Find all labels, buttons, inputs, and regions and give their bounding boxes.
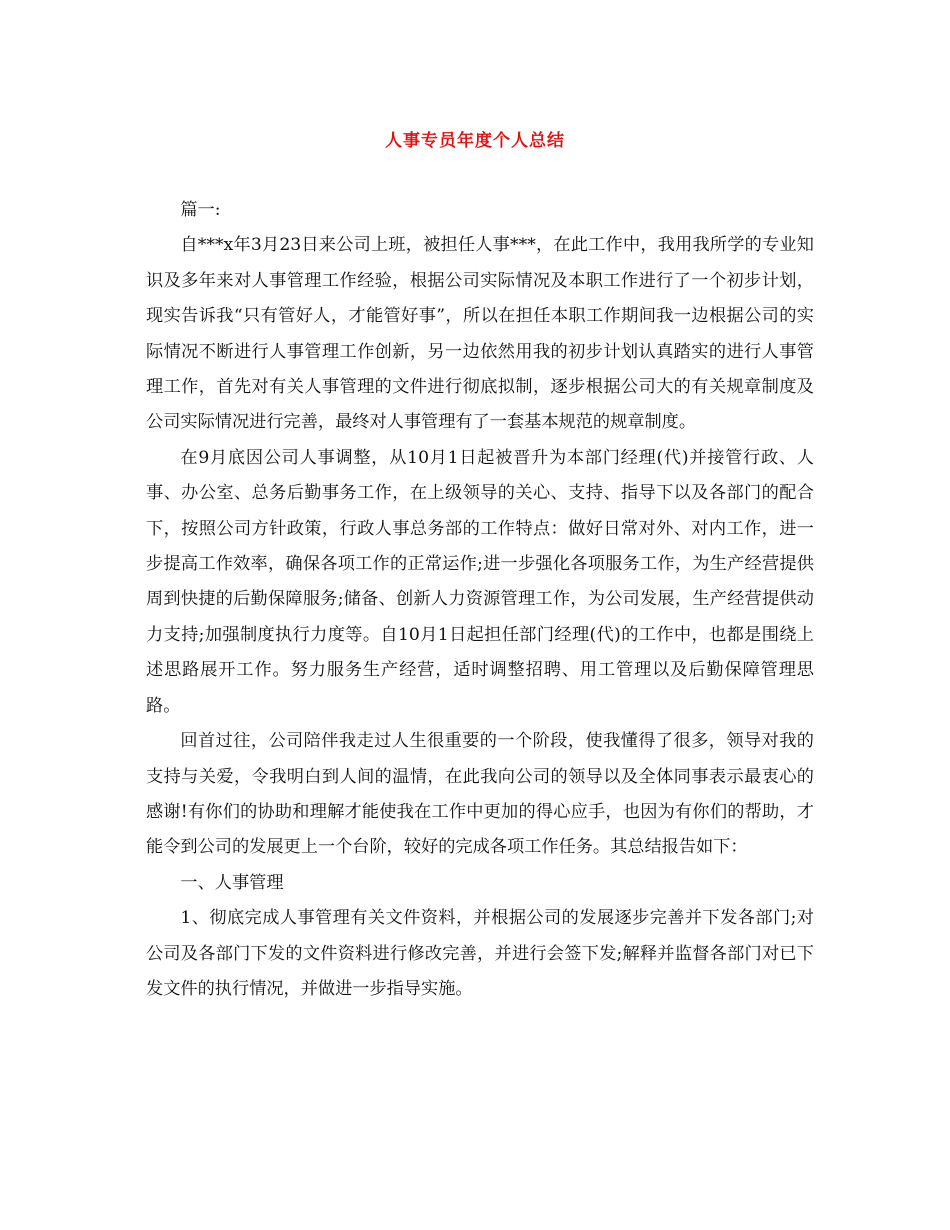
paragraph-reflection: 回首过往，公司陪伴我走过人生很重要的一个阶段，使我懂得了很多，领导对我的支持与关爱，令我明白到人间的温情，在此我向公司的领导以及全体同事表示最衷心的感谢!有你们的协助和理解才能使我在工作中更加的得心应手，也因为有你们的帮助，才能令到公司的发展更上一个台阶，较好的完成各项工作任务。其总结报告如下： (146, 731, 814, 858)
paragraph-item-1: 1、彻底完成人事管理有关文件资料，并根据公司的发展逐步完善并下发各部门;对公司及各部门下发的文件资料进行修改完善，并进行会签下发;解释并监督各部门对已下发文件的执行情况，并做进一步指导实施。 (146, 908, 814, 999)
document-title: 人事专员年度个人总结 (385, 131, 565, 151)
section-heading-hr: 一、人事管理 (180, 872, 284, 893)
paragraph-label: 篇一: (180, 200, 221, 220)
paragraph-promotion: 在9月底因公司人事调整，从10月1日起被晋升为本部门经理(代)并接管行政、人事、办公室、总务后勤事务工作，在上级领导的关心、支持、指导下以及各部门的配合下，按照公司方针政策，行政人事总务部的工作特点：做好日常对外、对内工作，进一步提高工作效率，确保各项工作的正常运作;进一步强化各项服务工作，为生产经营提供周到快捷的后勤保障服务;储备、创新人力资源管理工作，为公司发展，生产经营提供动力支持;加强制度执行力度等。自10月1日起担任部门经理(代)的工作中，也都是围绕上述思路展开工作。努力服务生产经营，适时调整招聘、用工管理以及后勤保障管理思路。 (146, 447, 814, 716)
paragraph-intro: 自***x年3月23日来公司上班，被担任人事***，在此工作中，我用我所学的专业知识及多年来对人事管理工作经验，根据公司实际情况及本职工作进行了一个初步计划，现实告诉我“只有管好人，才能管好事”，所以在担任本职工作期间我一边根据公司的实际情况不断进行人事管理工作创新，另一边依然用我的初步计划认真踏实的进行人事管理工作，首先对有关人事管理的文件进行彻底拟制，逐步根据公司大的有关规章制度及公司实际情况进行完善，最终对人事管理有了一套基本规范的规章制度。 (146, 235, 814, 433)
document-body (146, 193, 814, 1007)
